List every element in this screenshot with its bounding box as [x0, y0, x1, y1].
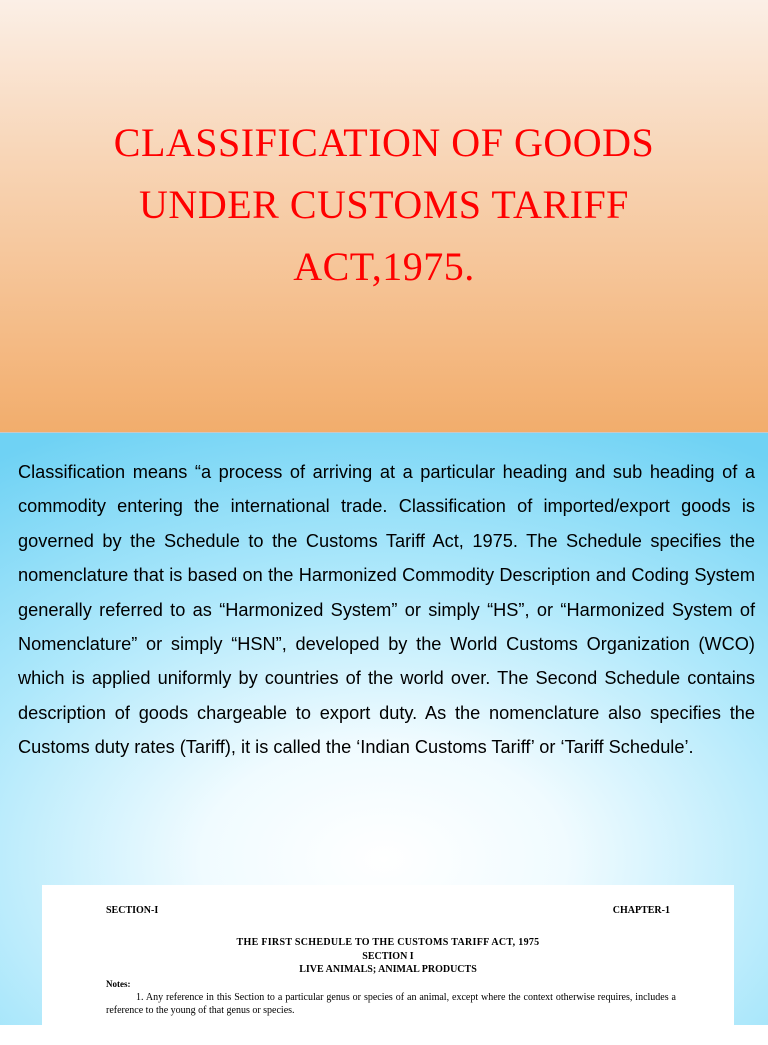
schedule-notes-label: Notes: [106, 979, 131, 989]
schedule-note-1: 1. Any reference in this Section to a particular genus or species of an animal, except where the context otherwise requires, includes a reference to the young of that genus or species. [106, 992, 676, 1016]
schedule-section-sub: SECTION I [362, 951, 414, 962]
schedule-chapter-label: CHAPTER-1 [612, 905, 670, 916]
schedule-section-title: LIVE ANIMALS; ANIMAL PRODUCTS [299, 964, 477, 975]
title-line-1: CLASSIFICATION OF GOODS [113, 120, 655, 165]
schedule-excerpt-image [42, 885, 734, 1045]
title-line-2: UNDER CUSTOMS TARIFF [139, 182, 629, 227]
classification-paragraph: Classification means “a process of arriving at a particular heading and sub heading of a commodity entering the international trade. Classification of imported/export goods is governed by the Schedule to the Customs Tariff Act, 1975. The Schedule specifies the nomenclature that is based on the Harmonized Commodity Description and Coding System generally referred to as “Harmonized System” or simply “HS”, or “Harmonized System of Nomenclature” or simply “HSN”, developed by the World Customs Organization (WCO) which is applied uniformly by countries of the world over. The Second Schedule contains description of goods chargeable to export duty. As the nomenclature also specifies the Customs duty rates (Tariff), it is called the ‘Indian Customs Tariff’ or ‘Tariff Schedule’. [18, 462, 755, 758]
title-line-3: ACT,1975. [293, 244, 475, 289]
content-slide [0, 432, 768, 1025]
schedule-heading: THE FIRST SCHEDULE TO THE CUSTOMS TARIFF ACT, 1975 [236, 937, 540, 948]
title-slide [0, 0, 768, 432]
slide-title [0, 112, 768, 298]
schedule-section-label: SECTION-I [106, 905, 159, 916]
